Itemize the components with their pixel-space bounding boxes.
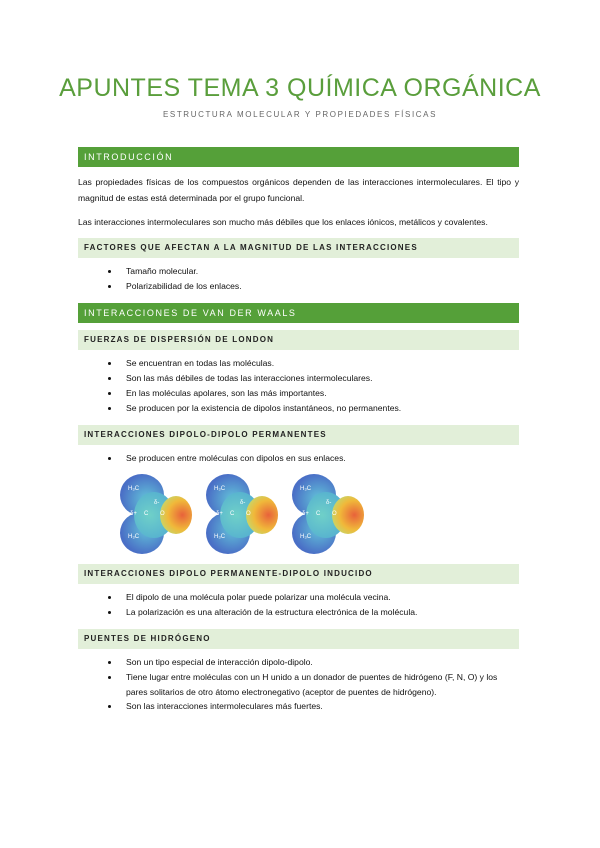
acetone-molecule-image: H₃C H₃C δ+ C O δ- <box>286 472 366 558</box>
acetone-molecule-image: H₃C H₃C δ+ C O δ- <box>200 472 280 558</box>
subsection-heading-dipolo-inducido: INTERACCIONES DIPOLO PERMANENTE-DIPOLO INDUCIDO <box>78 564 519 584</box>
paragraph: Las propiedades físicas de los compuestos orgánicos dependen de las interacciones intermoleculares. El tipo y magnitud de estas está determinada por el grupo funcional. <box>78 177 519 203</box>
list-item: • En las moléculas apolares, son las más importantes. <box>120 386 519 401</box>
list-item: • Son las interacciones intermoleculares más fuertes. <box>120 699 519 714</box>
list-item: • Tamaño molecular. <box>120 264 519 279</box>
list-item: • Son un tipo especial de interacción dipolo-dipolo. <box>120 655 519 670</box>
list-item: • Polarizabilidad de los enlaces. <box>120 279 519 294</box>
paragraph: Las interacciones intermoleculares son mucho más débiles que los enlaces iónicos, metálicos y covalentes. <box>78 217 488 227</box>
list-item: • Tiene lugar entre moléculas con un H unido a un donador de puentes de hidrógeno (F, N, O) y los pares solitarios de otro átomo electronegativo (aceptor de puentes de hidrógeno). <box>120 670 519 699</box>
molecule-images <box>114 472 519 558</box>
bullet-list <box>78 655 519 714</box>
list-item: • La polarización es una alteración de la estructura electrónica de la molécula. <box>120 605 519 620</box>
bullet-list <box>78 356 519 415</box>
list-item: • Se encuentran en todas las moléculas. <box>120 356 519 371</box>
acetone-molecule-image: H₃C H₃C δ+ C O δ- <box>114 472 194 558</box>
section-heading-introduccion: INTRODUCCIÓN <box>78 147 519 167</box>
list-item: • Se producen entre moléculas con dipolos en sus enlaces. <box>120 451 519 466</box>
document-subtitle: ESTRUCTURA MOLECULAR Y PROPIEDADES FÍSICAS <box>162 110 438 119</box>
list-item: • Son las más débiles de todas las interacciones intermoleculares. <box>120 371 519 386</box>
subsection-heading-dipolo-dipolo: INTERACCIONES DIPOLO-DIPOLO PERMANENTES <box>78 425 519 445</box>
bullet-list <box>78 264 519 293</box>
list-item: • Se producen por la existencia de dipolos instantáneos, no permanentes. <box>120 401 519 416</box>
bullet-list <box>78 590 519 619</box>
bullet-list <box>78 451 519 466</box>
document-body <box>78 147 519 724</box>
subsection-heading-factores: FACTORES QUE AFECTAN A LA MAGNITUD DE LAS INTERACCIONES <box>78 238 519 258</box>
list-item: • El dipolo de una molécula polar puede polarizar una molécula vecina. <box>120 590 519 605</box>
section-heading-van-der-waals: INTERACCIONES DE VAN DER WAALS <box>78 303 519 323</box>
subsection-heading-puentes-hidrogeno: PUENTES DE HIDRÓGENO <box>78 629 519 649</box>
document-title: APUNTES TEMA 3 QUÍMICA ORGÁNICA <box>59 74 541 102</box>
subsection-heading-london: FUERZAS DE DISPERSIÓN DE LONDON <box>78 330 519 350</box>
